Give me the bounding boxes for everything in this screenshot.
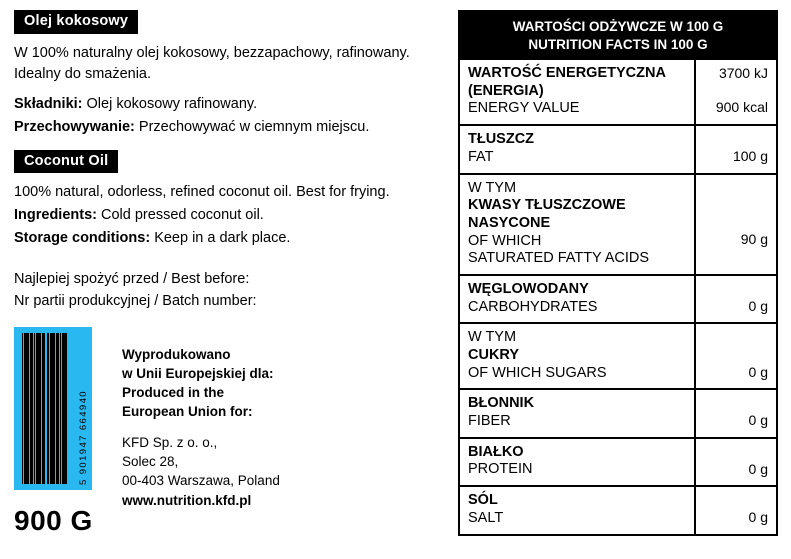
nutrient-name-cell xyxy=(460,439,694,485)
nutrient-value: 0 g xyxy=(748,412,768,429)
english-storage-label: Storage conditions: xyxy=(14,230,151,247)
barcode-and-producer-row xyxy=(14,327,444,510)
nutrient-name-pl: CUKRY xyxy=(468,347,520,364)
nutrient-name-cell xyxy=(460,390,694,436)
nutrient-value: 90 g xyxy=(740,230,768,247)
nutrient-name-en: FAT xyxy=(468,148,494,165)
nutrient-value-cell xyxy=(694,126,776,172)
nutrient-value: 0 g xyxy=(748,363,768,380)
english-description: 100% natural, odorless, refined coconut oil. Best for frying. xyxy=(14,184,390,201)
nutrient-value: 900 kcal xyxy=(715,99,768,116)
nutrient-value-cell xyxy=(694,175,776,274)
nutrition-row xyxy=(460,124,776,172)
net-weight: 900 G xyxy=(14,505,93,536)
nutrient-value: 0 g xyxy=(748,509,768,526)
nutrition-row xyxy=(460,485,776,533)
polish-product-name-tag: Olej kokosowy xyxy=(14,10,138,34)
nutrient-name-pl: SÓL xyxy=(468,492,498,509)
nutrient-value: 0 g xyxy=(748,460,768,477)
nutrient-value-cell xyxy=(694,390,776,436)
nutrient-name-pl: WARTOŚĆ ENERGETYCZNA xyxy=(468,65,666,82)
nutrient-value: 100 g xyxy=(732,148,768,165)
nutrient-name-pl: NASYCONE xyxy=(468,214,551,231)
nutrient-value: 3700 kJ xyxy=(718,65,768,82)
nutrient-name-en: ENERGY VALUE xyxy=(468,100,580,117)
nutrient-value-cell xyxy=(694,487,776,533)
nutrient-name-cell xyxy=(460,126,694,172)
barcode-block xyxy=(14,327,92,490)
nutrient-name-pl: TŁUSZCZ xyxy=(468,131,535,148)
polish-ingredients-value: Olej kokosowy rafinowany. xyxy=(86,95,258,112)
nutrition-row xyxy=(460,437,776,485)
polish-storage xyxy=(14,117,444,138)
producer-line-4: European Union for: xyxy=(122,404,253,420)
nutrient-name-pl: BŁONNIK xyxy=(468,395,535,412)
english-product-name-tag: Coconut Oil xyxy=(14,150,118,174)
english-ingredients-label: Ingredients: xyxy=(14,207,97,224)
nutrition-header-en: NUTRITION FACTS IN 100 G xyxy=(528,36,708,52)
best-before-line: Najlepiej spożyć przed / Best before: xyxy=(14,271,250,288)
date-and-batch-block xyxy=(14,269,444,313)
nutrition-row xyxy=(460,173,776,274)
nutrient-name-en: CARBOHYDRATES xyxy=(468,298,598,315)
batch-number-line: Nr partii produkcyjnej / Batch number: xyxy=(14,292,257,309)
nutrient-name-en: W TYM xyxy=(468,179,517,196)
nutrient-name-en: OF WHICH xyxy=(468,232,542,249)
nutrient-name-en: SALT xyxy=(468,509,504,526)
nutrient-name-pl: (ENERGIA) xyxy=(468,82,544,99)
nutrient-value-cell xyxy=(694,324,776,388)
english-ingredients xyxy=(14,205,444,226)
nutrient-name-en: SATURATED FATTY ACIDS xyxy=(468,250,650,267)
nutrient-name-cell xyxy=(460,276,694,322)
nutrition-row xyxy=(460,60,776,124)
nutrition-table-header xyxy=(460,12,776,60)
nutrient-name-pl: KWASY TŁUSZCZOWE xyxy=(468,197,626,214)
nutrient-name-en: PROTEIN xyxy=(468,461,533,478)
polish-storage-label: Przechowywanie: xyxy=(14,118,135,135)
barcode-number: 5 901947 664940 xyxy=(78,390,89,485)
nutrition-row xyxy=(460,322,776,388)
english-storage xyxy=(14,228,444,249)
polish-storage-value: Przechowywać w ciemnym miejscu. xyxy=(138,118,370,135)
nutrient-value-cell xyxy=(694,276,776,322)
label-text-column xyxy=(14,10,444,313)
nutrient-name-pl: WĘGLOWODANY xyxy=(468,280,589,297)
address-line-2: Solec 28, xyxy=(122,453,179,469)
nutrient-name-en: OF WHICH SUGARS xyxy=(468,364,607,381)
nutrient-name-en: W TYM xyxy=(468,329,517,346)
nutrient-name-cell xyxy=(460,175,694,274)
nutrient-name-en: FIBER xyxy=(468,413,511,430)
nutrient-value-cell xyxy=(694,439,776,485)
nutrient-name-cell xyxy=(460,487,694,533)
polish-description: W 100% naturalny olej kokosowy, bezzapachowy, rafinowany. Idealny do smażenia. xyxy=(14,44,410,82)
nutrition-row xyxy=(460,388,776,436)
english-ingredients-value: Cold pressed coconut oil. xyxy=(101,207,264,224)
nutrient-value: 0 g xyxy=(748,298,768,315)
nutrient-name-pl: BIAŁKO xyxy=(468,443,524,460)
nutrient-name-cell xyxy=(460,60,694,124)
producer-line-2: w Unii Europejskiej dla: xyxy=(122,366,274,382)
producer-info xyxy=(122,327,280,510)
polish-ingredients-label: Składniki: xyxy=(14,95,83,112)
nutrition-header-pl: WARTOŚCI ODŻYWCZE W 100 G xyxy=(512,19,724,34)
nutrient-name-cell xyxy=(460,324,694,388)
english-storage-value: Keep in a dark place. xyxy=(154,230,291,247)
nutrient-value-cell xyxy=(694,60,776,124)
nutrition-table xyxy=(458,10,778,536)
producer-line-3: Produced in the xyxy=(122,385,225,401)
address-line-3: 00-403 Warszawa, Poland xyxy=(122,472,280,488)
website-url: www.nutrition.kfd.pl xyxy=(122,493,252,509)
polish-ingredients xyxy=(14,94,444,115)
barcode-icon xyxy=(22,333,68,484)
producer-line-1: Wyprodukowano xyxy=(122,347,231,362)
nutrition-row xyxy=(460,274,776,322)
nutrition-rows xyxy=(460,60,776,533)
address-line-1: KFD Sp. z o. o., xyxy=(122,434,218,450)
